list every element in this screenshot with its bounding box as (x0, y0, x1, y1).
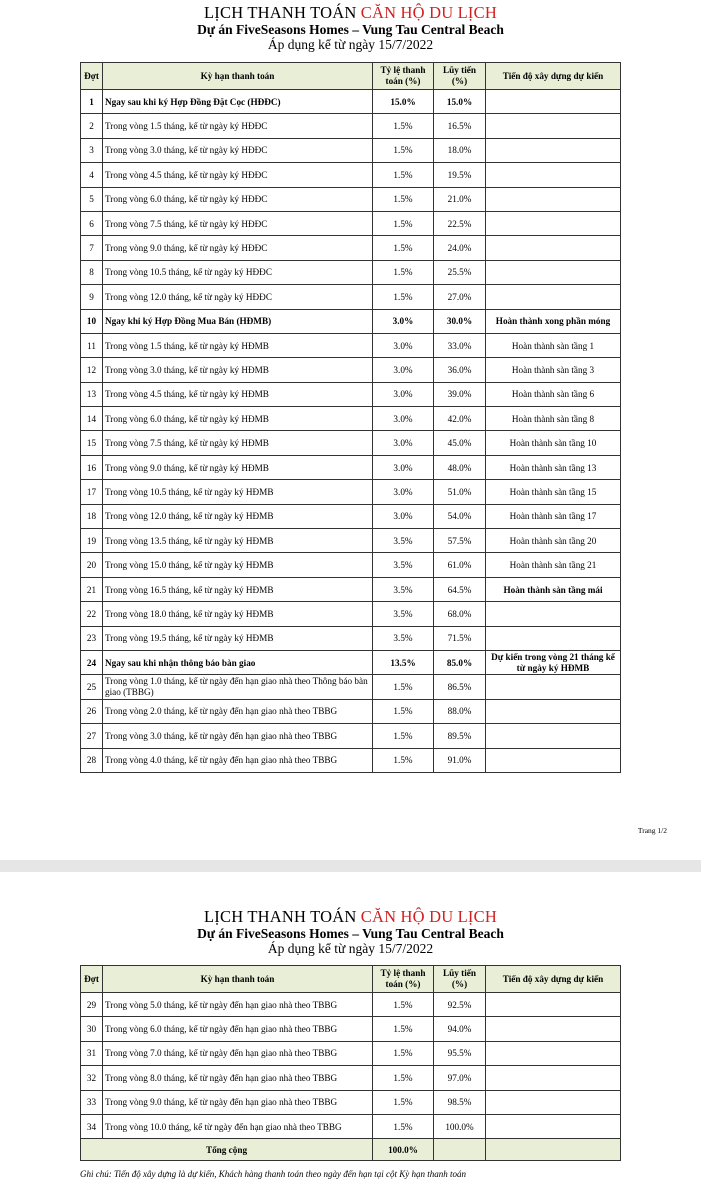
row-term: Trong vòng 6.0 tháng, kể từ ngày ký HĐĐC (103, 187, 373, 211)
row-cum: 54.0% (434, 504, 486, 528)
row-term: Trong vòng 8.0 tháng, kể từ ngày đến hạn giao nhà theo TBBG (103, 1066, 373, 1090)
row-progress (486, 211, 621, 235)
row-rate: 1.5% (373, 1090, 434, 1114)
row-progress: Hoàn thành sàn tầng 21 (486, 553, 621, 577)
row-dot: 12 (81, 358, 103, 382)
row-dot: 7 (81, 236, 103, 260)
row-term: Trong vòng 12.0 tháng, kể từ ngày ký HĐĐC (103, 285, 373, 309)
row-term: Trong vòng 13.5 tháng, kể từ ngày ký HĐMB (103, 529, 373, 553)
document-title-2 (0, 908, 701, 926)
row-dot: 34 (81, 1114, 103, 1138)
row-progress (486, 163, 621, 187)
table-row (81, 602, 621, 626)
table-row (81, 260, 621, 284)
row-rate: 1.5% (373, 236, 434, 260)
row-cum: 42.0% (434, 407, 486, 431)
table-row (81, 1090, 621, 1114)
col-progress: Tiến độ xây dựng dự kiến (486, 966, 621, 993)
table-row (81, 187, 621, 211)
row-rate: 3.0% (373, 431, 434, 455)
row-term: Trong vòng 2.0 tháng, kể từ ngày đến hạn giao nhà theo TBBG (103, 699, 373, 723)
row-progress (486, 602, 621, 626)
row-progress (486, 1041, 621, 1065)
row-progress (486, 236, 621, 260)
row-cum: 15.0% (434, 90, 486, 114)
table-row (81, 431, 621, 455)
table-row (81, 285, 621, 309)
row-progress: Hoàn thành sàn tầng 8 (486, 407, 621, 431)
row-rate: 3.0% (373, 358, 434, 382)
col-term: Kỳ hạn thanh toán (103, 63, 373, 90)
row-dot: 25 (81, 675, 103, 699)
row-dot: 9 (81, 285, 103, 309)
row-cum: 51.0% (434, 480, 486, 504)
table-row (81, 1066, 621, 1090)
row-dot: 32 (81, 1066, 103, 1090)
row-progress (486, 285, 621, 309)
footnote: Ghi chú: Tiến độ xây dựng là dự kiến, Khách hàng thanh toán theo ngày đến hạn tại cột Kỳ hạn thanh toán (80, 1169, 467, 1179)
row-term: Ngay sau khi nhận thông báo bàn giao (103, 650, 373, 674)
title-prefix: LỊCH THANH TOÁN (204, 3, 357, 22)
title-prefix: LỊCH THANH TOÁN (204, 907, 357, 926)
row-dot: 10 (81, 309, 103, 333)
row-progress: Hoàn thành sàn tầng 3 (486, 358, 621, 382)
row-rate: 3.0% (373, 480, 434, 504)
row-term: Trong vòng 4.5 tháng, kể từ ngày ký HĐMB (103, 382, 373, 406)
row-rate: 3.0% (373, 455, 434, 479)
effective-date: Áp dụng kể từ ngày 15/7/2022 (267, 37, 434, 52)
row-cum: 97.0% (434, 1066, 486, 1090)
row-term: Trong vòng 10.5 tháng, kể từ ngày ký HĐĐC (103, 260, 373, 284)
row-progress (486, 187, 621, 211)
row-cum: 27.0% (434, 285, 486, 309)
row-progress (486, 1017, 621, 1041)
row-rate: 3.5% (373, 529, 434, 553)
row-term: Trong vòng 3.0 tháng, kể từ ngày ký HĐMB (103, 358, 373, 382)
table-row (81, 748, 621, 772)
row-term: Trong vòng 10.5 tháng, kể từ ngày ký HĐMB (103, 480, 373, 504)
row-progress (486, 1066, 621, 1090)
row-dot: 3 (81, 138, 103, 162)
row-progress (486, 626, 621, 650)
row-rate: 1.5% (373, 211, 434, 235)
total-cum (434, 1139, 486, 1161)
row-cum: 48.0% (434, 455, 486, 479)
row-progress: Hoàn thành sàn tầng 1 (486, 333, 621, 357)
row-progress (486, 699, 621, 723)
row-dot: 27 (81, 724, 103, 748)
row-cum: 33.0% (434, 333, 486, 357)
row-cum: 95.5% (434, 1041, 486, 1065)
row-rate: 1.5% (373, 138, 434, 162)
row-cum: 64.5% (434, 577, 486, 601)
row-term: Trong vòng 4.5 tháng, kể từ ngày ký HĐĐC (103, 163, 373, 187)
row-progress (486, 260, 621, 284)
row-term: Trong vòng 12.0 tháng, kể từ ngày ký HĐMB (103, 504, 373, 528)
row-term: Ngay khi ký Hợp Đồng Mua Bán (HĐMB) (103, 309, 373, 333)
col-dot: Đợt (81, 966, 103, 993)
row-progress: Hoàn thành sàn tầng 13 (486, 455, 621, 479)
row-dot: 8 (81, 260, 103, 284)
table-header-row (81, 966, 621, 993)
row-progress: Hoàn thành sàn tầng 20 (486, 529, 621, 553)
row-dot: 30 (81, 1017, 103, 1041)
row-rate: 13.5% (373, 650, 434, 674)
row-rate: 1.5% (373, 993, 434, 1017)
row-progress (486, 1090, 621, 1114)
row-dot: 29 (81, 993, 103, 1017)
row-cum: 61.0% (434, 553, 486, 577)
row-cum: 25.5% (434, 260, 486, 284)
row-term: Trong vòng 6.0 tháng, kể từ ngày đến hạn giao nhà theo TBBG (103, 1017, 373, 1041)
row-cum: 19.5% (434, 163, 486, 187)
row-term: Trong vòng 19.5 tháng, kể từ ngày ký HĐMB (103, 626, 373, 650)
table-row (81, 1017, 621, 1041)
row-term: Trong vòng 10.0 tháng, kể từ ngày đến hạn giao nhà theo TBBG (103, 1114, 373, 1138)
row-term: Trong vòng 3.0 tháng, kể từ ngày đến hạn giao nhà theo TBBG (103, 724, 373, 748)
table-row (81, 138, 621, 162)
row-rate: 3.0% (373, 407, 434, 431)
row-cum: 98.5% (434, 1090, 486, 1114)
row-dot: 18 (81, 504, 103, 528)
table-row (81, 382, 621, 406)
row-progress (486, 90, 621, 114)
row-dot: 21 (81, 577, 103, 601)
table-row (81, 309, 621, 333)
row-cum: 21.0% (434, 187, 486, 211)
row-term: Trong vòng 18.0 tháng, kể từ ngày ký HĐMB (103, 602, 373, 626)
col-cum: Lũy tiến (%) (434, 63, 486, 90)
page-number: Trang 1/2 (637, 826, 667, 835)
row-cum: 45.0% (434, 431, 486, 455)
col-progress: Tiến độ xây dựng dự kiến (486, 63, 621, 90)
row-cum: 22.5% (434, 211, 486, 235)
table-row (81, 211, 621, 235)
row-term: Trong vòng 5.0 tháng, kể từ ngày đến hạn giao nhà theo TBBG (103, 993, 373, 1017)
row-term: Trong vòng 7.5 tháng, kể từ ngày ký HĐMB (103, 431, 373, 455)
row-progress (486, 993, 621, 1017)
total-label: Tổng cộng (81, 1139, 373, 1161)
row-term: Ngay sau khi ký Hợp Đồng Đặt Cọc (HĐĐC) (103, 90, 373, 114)
row-cum: 91.0% (434, 748, 486, 772)
row-rate: 1.5% (373, 163, 434, 187)
row-cum: 24.0% (434, 236, 486, 260)
row-cum: 100.0% (434, 1114, 486, 1138)
row-rate: 1.5% (373, 260, 434, 284)
row-term: Trong vòng 15.0 tháng, kể từ ngày ký HĐMB (103, 553, 373, 577)
row-progress: Hoàn thành sàn tầng 10 (486, 431, 621, 455)
row-dot: 13 (81, 382, 103, 406)
row-dot: 23 (81, 626, 103, 650)
col-term: Kỳ hạn thanh toán (103, 966, 373, 993)
title-highlight: CĂN HỘ DU LỊCH (360, 907, 497, 926)
table-row (81, 163, 621, 187)
row-rate: 1.5% (373, 114, 434, 138)
row-term: Trong vòng 9.0 tháng, kể từ ngày ký HĐĐC (103, 236, 373, 260)
row-rate: 1.5% (373, 1017, 434, 1041)
row-term: Trong vòng 1.5 tháng, kể từ ngày ký HĐMB (103, 333, 373, 357)
table-row (81, 236, 621, 260)
row-progress: Hoàn thành sàn tầng 17 (486, 504, 621, 528)
document-title (0, 4, 701, 22)
row-term: Trong vòng 7.5 tháng, kể từ ngày ký HĐĐC (103, 211, 373, 235)
table-row (81, 407, 621, 431)
row-cum: 68.0% (434, 602, 486, 626)
row-progress (486, 114, 621, 138)
row-dot: 17 (81, 480, 103, 504)
row-rate: 1.5% (373, 724, 434, 748)
row-rate: 3.5% (373, 553, 434, 577)
row-dot: 19 (81, 529, 103, 553)
row-rate: 15.0% (373, 90, 434, 114)
row-dot: 15 (81, 431, 103, 455)
row-dot: 6 (81, 211, 103, 235)
row-dot: 22 (81, 602, 103, 626)
row-dot: 33 (81, 1090, 103, 1114)
row-dot: 1 (81, 90, 103, 114)
payment-schedule-table-1 (80, 62, 621, 773)
row-dot: 20 (81, 553, 103, 577)
row-term: Trong vòng 1.5 tháng, kể từ ngày ký HĐĐC (103, 114, 373, 138)
col-dot: Đợt (81, 63, 103, 90)
row-cum: 88.0% (434, 699, 486, 723)
row-term: Trong vòng 3.0 tháng, kể từ ngày ký HĐĐC (103, 138, 373, 162)
row-progress: Hoàn thành sàn tầng 6 (486, 382, 621, 406)
row-rate: 1.5% (373, 187, 434, 211)
row-cum: 30.0% (434, 309, 486, 333)
row-rate: 1.5% (373, 675, 434, 699)
row-progress: Hoàn thành xong phần móng (486, 309, 621, 333)
row-dot: 24 (81, 650, 103, 674)
row-dot: 26 (81, 699, 103, 723)
table-row (81, 455, 621, 479)
table-row (81, 333, 621, 357)
row-progress (486, 675, 621, 699)
row-dot: 14 (81, 407, 103, 431)
table-row (81, 993, 621, 1017)
title-highlight: CĂN HỘ DU LỊCH (360, 3, 497, 22)
row-dot: 28 (81, 748, 103, 772)
table-row (81, 577, 621, 601)
row-rate: 1.5% (373, 1066, 434, 1090)
row-dot: 31 (81, 1041, 103, 1065)
row-dot: 5 (81, 187, 103, 211)
row-progress (486, 138, 621, 162)
row-rate: 1.5% (373, 748, 434, 772)
row-cum: 86.5% (434, 675, 486, 699)
row-term: Trong vòng 9.0 tháng, kể từ ngày ký HĐMB (103, 455, 373, 479)
total-row (81, 1139, 621, 1161)
col-rate: Tỷ lệ thanh toán (%) (373, 63, 434, 90)
row-dot: 11 (81, 333, 103, 357)
total-rate: 100.0% (373, 1139, 434, 1161)
row-dot: 2 (81, 114, 103, 138)
payment-schedule-table-2 (80, 965, 621, 1161)
effective-date-2: Áp dụng kể từ ngày 15/7/2022 (267, 941, 434, 956)
row-cum: 18.0% (434, 138, 486, 162)
row-rate: 1.5% (373, 1041, 434, 1065)
row-term: Trong vòng 7.0 tháng, kể từ ngày đến hạn giao nhà theo TBBG (103, 1041, 373, 1065)
row-progress: Hoàn thành sàn tầng 15 (486, 480, 621, 504)
col-cum: Lũy tiến (%) (434, 966, 486, 993)
table-row (81, 504, 621, 528)
row-term: Trong vòng 9.0 tháng, kể từ ngày đến hạn giao nhà theo TBBG (103, 1090, 373, 1114)
row-dot: 4 (81, 163, 103, 187)
row-rate: 3.5% (373, 626, 434, 650)
table-row (81, 358, 621, 382)
table-header-row (81, 63, 621, 90)
row-rate: 1.5% (373, 285, 434, 309)
project-name: Dự án FiveSeasons Homes – Vung Tau Central Beach (197, 22, 504, 37)
row-progress: Dự kiến trong vòng 21 tháng kể từ ngày ký HĐMB (486, 650, 621, 674)
row-term: Trong vòng 1.0 tháng, kể từ ngày đến hạn giao nhà theo Thông báo bàn giao (TBBG) (103, 675, 373, 699)
row-cum: 36.0% (434, 358, 486, 382)
table-row (81, 114, 621, 138)
table-row (81, 90, 621, 114)
row-rate: 3.0% (373, 309, 434, 333)
row-rate: 1.5% (373, 1114, 434, 1138)
table-row (81, 650, 621, 674)
row-term: Trong vòng 6.0 tháng, kể từ ngày ký HĐMB (103, 407, 373, 431)
row-cum: 57.5% (434, 529, 486, 553)
row-rate: 3.0% (373, 382, 434, 406)
table-row (81, 480, 621, 504)
row-rate: 3.5% (373, 602, 434, 626)
row-dot: 16 (81, 455, 103, 479)
table-row (81, 553, 621, 577)
row-progress (486, 1114, 621, 1138)
table-row (81, 626, 621, 650)
total-progress (486, 1139, 621, 1161)
table-row (81, 724, 621, 748)
row-progress: Hoàn thành sàn tầng mái (486, 577, 621, 601)
table-row (81, 675, 621, 699)
project-name-2: Dự án FiveSeasons Homes – Vung Tau Central Beach (197, 926, 504, 941)
row-cum: 71.5% (434, 626, 486, 650)
row-cum: 92.5% (434, 993, 486, 1017)
row-cum: 16.5% (434, 114, 486, 138)
page-2 (0, 872, 701, 1200)
row-term: Trong vòng 4.0 tháng, kể từ ngày đến hạn giao nhà theo TBBG (103, 748, 373, 772)
row-cum: 89.5% (434, 724, 486, 748)
row-rate: 3.0% (373, 333, 434, 357)
table-row (81, 529, 621, 553)
table-row (81, 1114, 621, 1138)
row-cum: 94.0% (434, 1017, 486, 1041)
row-cum: 39.0% (434, 382, 486, 406)
row-cum: 85.0% (434, 650, 486, 674)
row-progress (486, 748, 621, 772)
table-row (81, 1041, 621, 1065)
row-term: Trong vòng 16.5 tháng, kể từ ngày ký HĐMB (103, 577, 373, 601)
row-progress (486, 724, 621, 748)
row-rate: 3.5% (373, 577, 434, 601)
table-row (81, 699, 621, 723)
col-rate: Tỷ lệ thanh toán (%) (373, 966, 434, 993)
row-rate: 1.5% (373, 699, 434, 723)
row-rate: 3.0% (373, 504, 434, 528)
